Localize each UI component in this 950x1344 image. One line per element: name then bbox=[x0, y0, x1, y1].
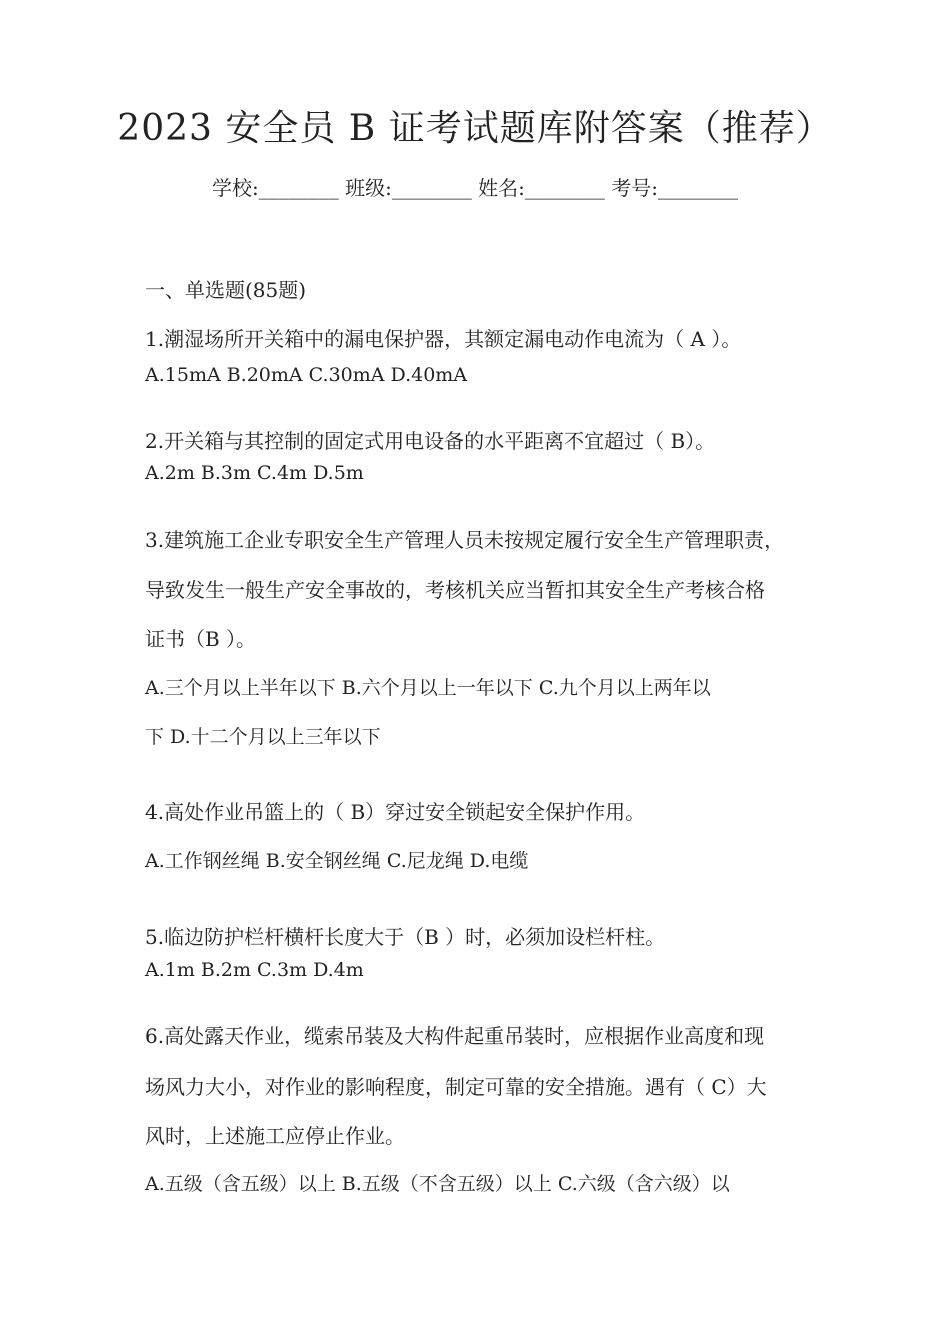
question-4-options: A.工作钢丝绳 B.安全钢丝绳 C.尼龙绳 D.电缆 bbox=[145, 850, 529, 872]
question-3-options-line-2: 下 D.十二个月以上三年以下 bbox=[145, 726, 381, 748]
question-6-options-line-1: A.五级（含五级）以上 B.五级（不含五级）以上 C.六级（含六级）以 bbox=[145, 1173, 730, 1195]
document-title: 2023 安全员 B 证考试题库附答案（推荐） bbox=[117, 108, 833, 149]
question-3-line-2: 导致发生一般生产安全事故的，考核机关应当暂扣其安全生产考核合格 bbox=[145, 578, 765, 602]
section-heading: 一、单选题(85题) bbox=[145, 278, 307, 302]
question-6-line-3: 风时，上述施工应停止作业。 bbox=[145, 1124, 405, 1148]
student-info-line: 学校:________ 班级:________ 姓名:________ 考号:________ bbox=[211, 176, 739, 200]
question-6-line-2: 场风力大小，对作业的影响程度，制定可靠的安全措施。遇有（ C）大 bbox=[145, 1075, 767, 1099]
question-3-line-1: 3.建筑施工企业专职安全生产管理人员未按规定履行安全生产管理职责， bbox=[145, 528, 785, 552]
question-2-options: A.2m B.3m C.4m D.5m bbox=[145, 462, 364, 484]
question-3-options-line-1: A.三个月以上半年以下 B.六个月以上一年以下 C.九个月以上两年以 bbox=[145, 677, 711, 699]
question-3-line-3: 证书（B ）。 bbox=[145, 627, 257, 651]
question-1: 1.潮湿场所开关箱中的漏电保护器，其额定漏电动作电流为（ A ）。 bbox=[145, 327, 742, 351]
question-5-options: A.1m B.2m C.3m D.4m bbox=[145, 959, 364, 981]
question-4: 4.高处作业吊篮上的（ B）穿过安全锁起安全保护作用。 bbox=[145, 800, 646, 824]
question-1-options: A.15mA B.20mA C.30mA D.40mA bbox=[145, 364, 468, 386]
question-2: 2.开关箱与其控制的固定式用电设备的水平距离不宜超过（ B）。 bbox=[145, 429, 716, 453]
question-5: 5.临边防护栏杆横杆长度大于（B ）时，必须加设栏杆柱。 bbox=[145, 925, 666, 949]
question-6-line-1: 6.高处露天作业，缆索吊装及大构件起重吊装时，应根据作业高度和现 bbox=[145, 1024, 765, 1048]
